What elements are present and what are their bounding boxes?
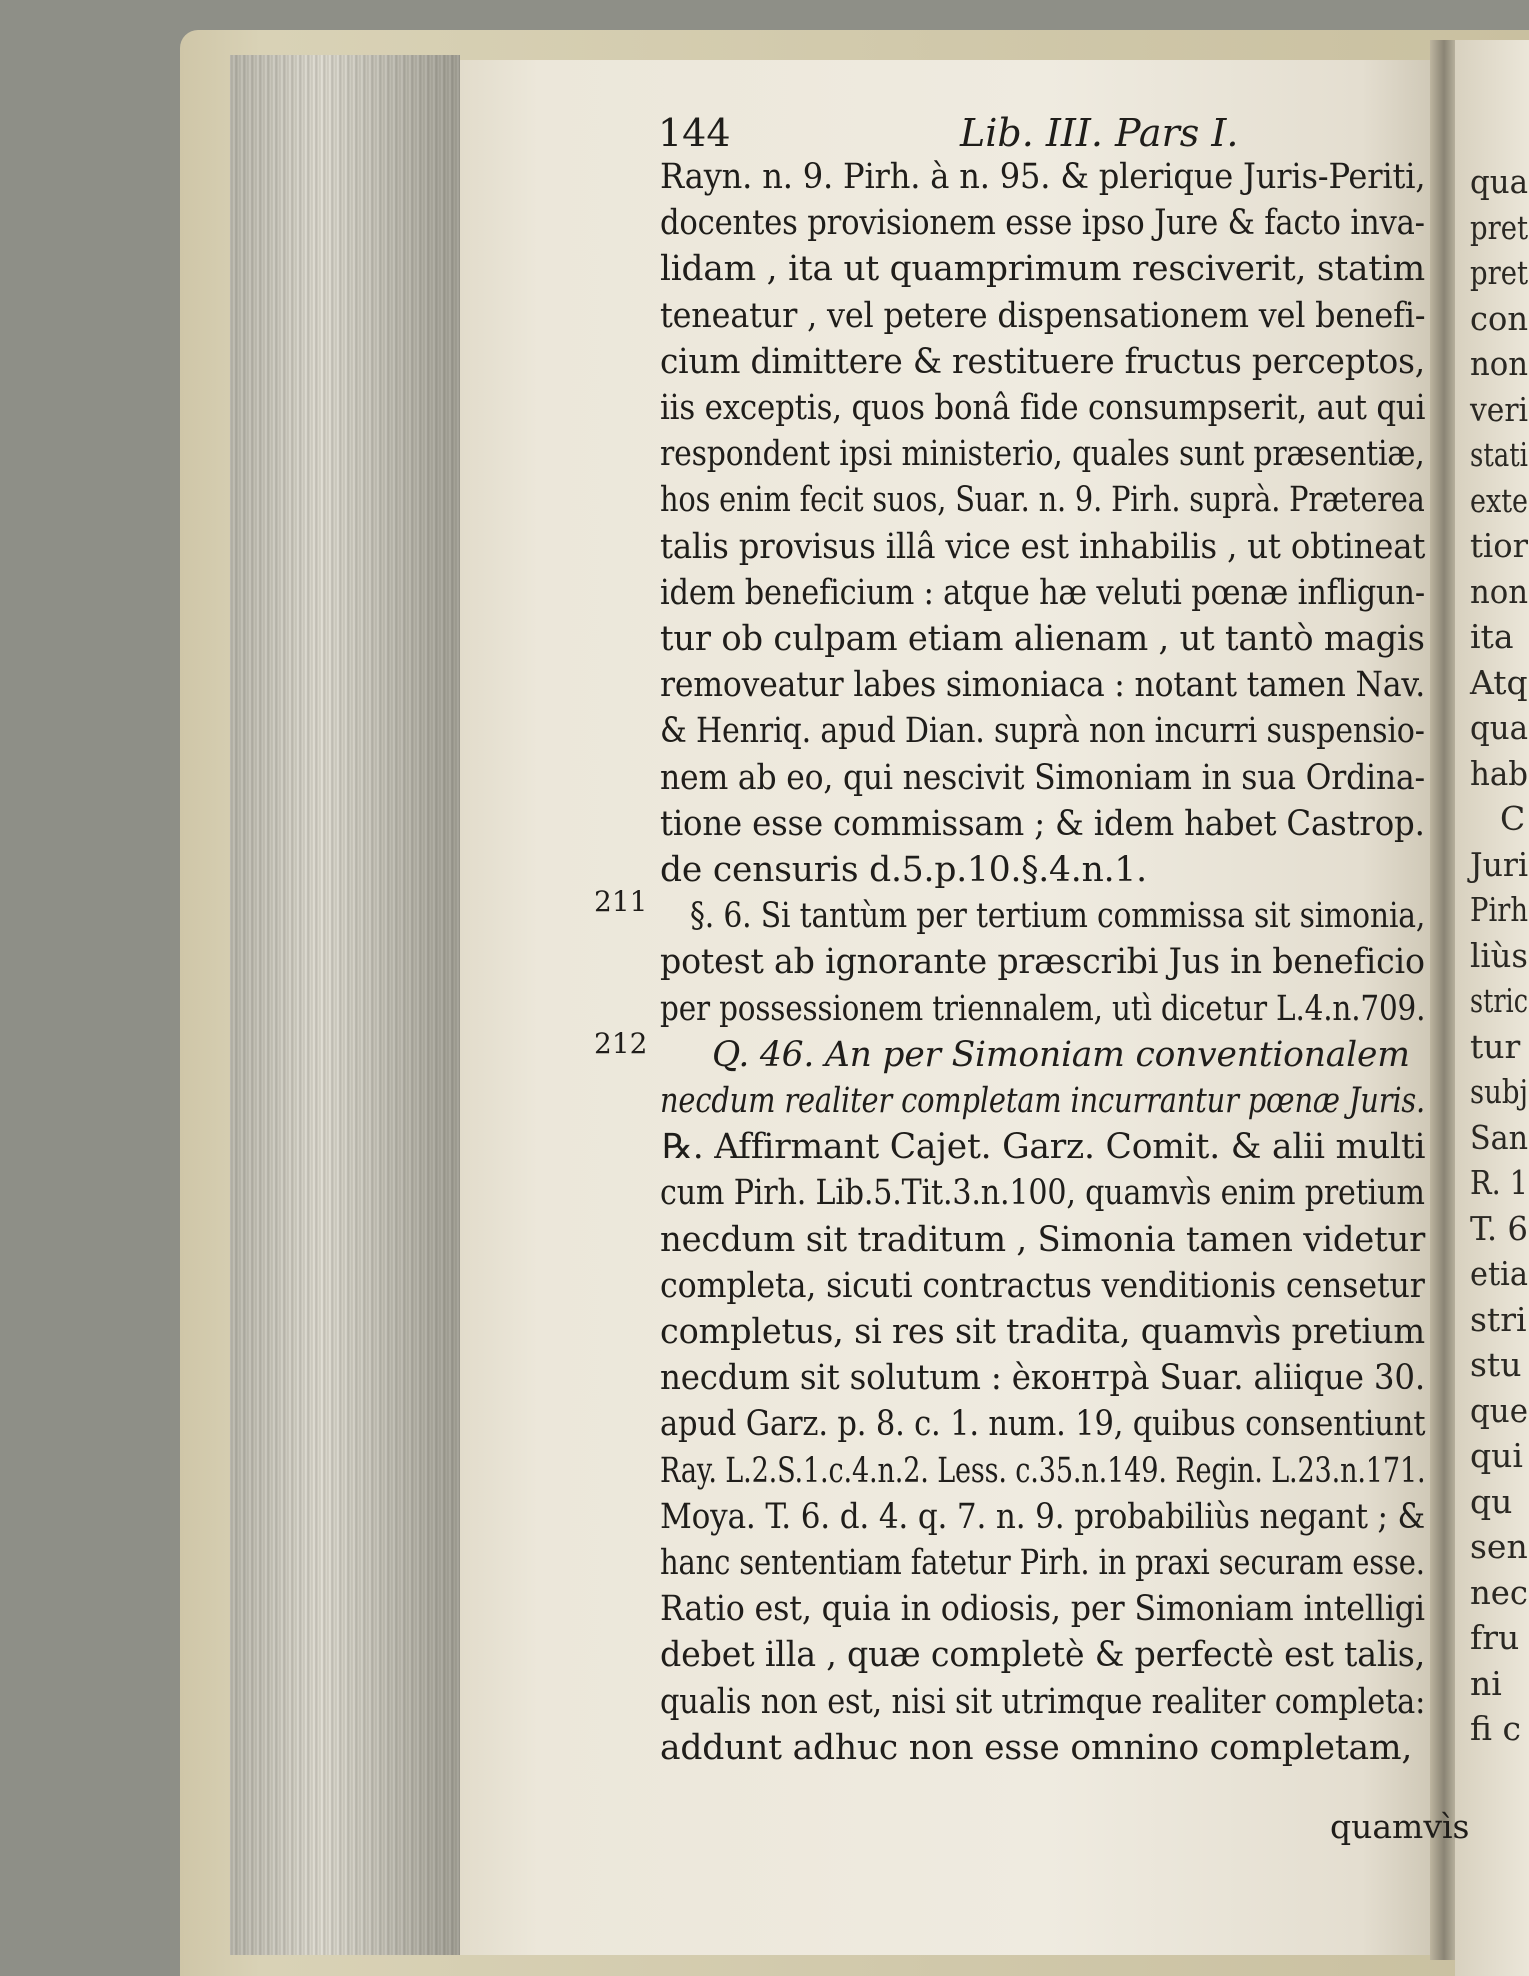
text-line: Ratio est, quia in odiosis, per Simoniam intelligi <box>660 1589 1425 1630</box>
next-page-fragment: San <box>1470 1117 1529 1157</box>
next-page-fragment: sen <box>1470 1527 1528 1566</box>
next-page-fragment: T. 6 <box>1470 1208 1529 1248</box>
next-page-fragment: exte <box>1470 480 1529 520</box>
text-line: idem beneficium : atque hæ veluti pœnæ infligun- <box>660 572 1425 613</box>
running-title: Lib. III. Pars I. <box>960 111 1239 155</box>
text-line: & Henriq. apud Dian. suprà non incurri suspensio- <box>660 711 1425 752</box>
text-line: teneatur , vel petere dispensationem vel benefi- <box>660 295 1426 336</box>
text-line: ℞. Affirmant Cajet. Garz. Comit. & alii multi <box>662 1127 1426 1168</box>
text-line: Q. 46. An per Simoniam conventionalem <box>712 1034 1410 1075</box>
text-line: docentes provisionem esse ipso Jure & facto inva- <box>660 203 1425 244</box>
next-page-fragment: nec <box>1470 1572 1529 1612</box>
next-page-fragment: stu <box>1470 1345 1522 1384</box>
next-page-fragment: qui <box>1470 1436 1523 1475</box>
next-page-fragment: Atq <box>1470 662 1528 702</box>
next-page-fragment: ni <box>1470 1663 1502 1703</box>
text-line: tur ob culpam etiam alienam , ut tantò magis <box>660 619 1425 659</box>
next-page-fragment: pret <box>1470 253 1528 292</box>
next-page-fragment: hab <box>1470 753 1529 793</box>
text-line: lidam , ita ut quamprimum resciverit, statim <box>660 249 1425 290</box>
next-page-fragment: tur <box>1470 1026 1521 1066</box>
next-page-fragment: veri <box>1470 389 1528 429</box>
text-line: tione esse commissam ; & idem habet Castrop. <box>660 803 1425 844</box>
text-line: §. 6. Si tantùm per tertium commissa sit simonia, <box>690 896 1426 937</box>
next-page-fragment: fi c <box>1470 1709 1521 1748</box>
next-page-fragment: R. 1 <box>1470 1163 1529 1202</box>
text-line: qualis non est, nisi sit utrimque realiter completa: <box>660 1681 1426 1722</box>
next-page-fragment: stric <box>1470 981 1528 1020</box>
next-page-fragment: qua <box>1470 162 1529 201</box>
text-line: Moya. T. 6. d. 4. q. 7. n. 9. probabiliùs negant ; & <box>660 1496 1425 1537</box>
text-line: removeatur labes simoniaca : notant tamen Nav. <box>660 665 1426 706</box>
next-page-fragment: tior <box>1470 526 1528 565</box>
text-line: nem ab eo, qui nescivit Simoniam in sua Ordina- <box>660 757 1425 798</box>
text-line: debet illa , quæ completè & perfectè est talis, <box>660 1635 1426 1676</box>
next-page-fragment: Pirh <box>1470 890 1529 929</box>
next-page-fragment: con <box>1470 298 1528 338</box>
text-line: cium dimittere & restituere fructus perceptos, <box>660 341 1425 382</box>
next-page-fragment: stati <box>1470 435 1528 474</box>
text-line: hos enim fecit suos, Suar. n. 9. Pirh. suprà. Præterea <box>660 480 1425 521</box>
next-page-fragment: fru <box>1470 1618 1520 1657</box>
text-line: potest ab ignorante præscribi Jus in beneficio <box>660 942 1425 983</box>
next-page-fragment: etia <box>1470 1254 1528 1293</box>
book-gutter <box>1430 40 1458 1960</box>
text-line: talis provisus illâ vice est inhabilis , ut obtineat <box>660 526 1426 567</box>
margin-number: 211 <box>594 885 648 918</box>
next-page-fragment: non <box>1470 571 1529 611</box>
next-page-fragment: qua <box>1470 708 1529 747</box>
next-page-fragment: non <box>1470 344 1529 383</box>
margin-number: 212 <box>594 1027 648 1060</box>
text-line: necdum realiter completam incurrantur pœnæ Juris. <box>660 1081 1426 1121</box>
text-line: respondent ipsi ministerio, quales sunt præsentiæ, <box>660 434 1425 475</box>
text-line: completa, sicuti contractus venditionis censetur <box>660 1265 1425 1306</box>
text-line: Rayn. n. 9. Pirh. à n. 95. & plerique Juris-Periti, <box>660 157 1426 197</box>
text-line: de censuris d.5.p.10.§.4.n.1. <box>660 850 1147 890</box>
catchword: quamvìs <box>1330 1807 1470 1846</box>
text-line: hanc sententiam fatetur Pirh. in praxi securam esse. <box>660 1543 1425 1583</box>
next-page-fragment: que <box>1470 1390 1529 1430</box>
text-line: Ray. L.2.S.1.c.4.n.2. Less. c.35.n.149. Regin. L.23.n.171. <box>660 1450 1426 1491</box>
text-line: addunt adhuc non esse omnino completam, <box>660 1727 1413 1768</box>
next-page-fragment: qu <box>1470 1481 1513 1521</box>
text-line: per possessionem triennalem, utì dicetur L.4.n.709. <box>660 988 1426 1029</box>
next-page-fragment: subj <box>1470 1072 1529 1111</box>
next-page-fragment: C <box>1500 799 1526 838</box>
next-page-fragment: ita <box>1470 617 1514 656</box>
next-page-fragment: stri <box>1470 1299 1527 1339</box>
next-page-fragment: pret <box>1470 207 1528 247</box>
text-line: iis exceptis, quos bonâ fide consumpserit, aut qui <box>660 388 1426 428</box>
next-page-fragment: Juri <box>1470 844 1529 884</box>
text-line: necdum sit solutum : èконтрà Suar. aliique 30. <box>660 1358 1426 1399</box>
page-edges <box>230 55 460 1955</box>
text-line: necdum sit traditum , Simonia tamen videtur <box>660 1219 1426 1260</box>
text-line: cum Pirh. Lib.5.Tit.3.n.100, quamvìs enim pretium <box>660 1173 1425 1214</box>
text-line: completus, si res sit tradita, quamvìs pretium <box>660 1312 1425 1352</box>
text-line: apud Garz. p. 8. c. 1. num. 19, quibus consentiunt <box>660 1404 1426 1445</box>
next-page-fragment: liùs <box>1470 935 1528 975</box>
page-number: 144 <box>658 111 731 155</box>
